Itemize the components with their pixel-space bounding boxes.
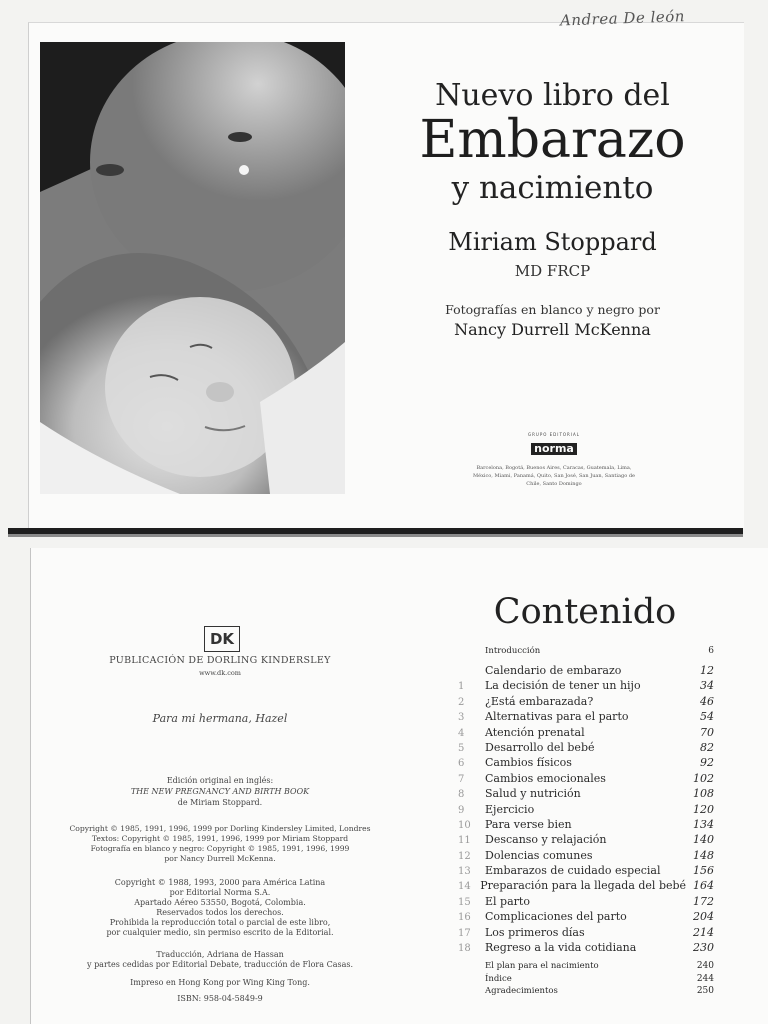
latam-line: Copyright © 1988, 1993, 2000 para América Latina bbox=[114, 878, 326, 887]
toc-chapter-number: 11 bbox=[458, 835, 471, 847]
copyright-line: Fotografía en blanco y negro: Copyright © 1985, 1991, 1996, 1999 bbox=[90, 844, 350, 853]
toc-entry-label: Regreso a la vida cotidiana bbox=[485, 941, 637, 955]
toc-entry[interactable] bbox=[458, 741, 714, 756]
toc-entry[interactable] bbox=[458, 756, 714, 771]
toc-entry[interactable] bbox=[458, 833, 714, 848]
toc-page-number: 12 bbox=[700, 664, 714, 677]
original-title: THE NEW PREGNANCY AND BIRTH BOOK bbox=[130, 787, 310, 796]
toc-page-number: 108 bbox=[693, 787, 714, 801]
translation-block bbox=[70, 950, 370, 970]
publisher-website: www.dk.com bbox=[199, 669, 241, 677]
table-of-contents bbox=[458, 646, 714, 999]
toc-page-number: 82 bbox=[700, 740, 714, 754]
toc-entry[interactable] bbox=[458, 664, 714, 679]
norma-publisher-logo bbox=[527, 432, 581, 458]
toc-page-number: 230 bbox=[693, 941, 714, 955]
translation-line: y partes cedidas por Editorial Debate, traducción de Flora Casas. bbox=[87, 960, 353, 969]
toc-entry-label: Para verse bien bbox=[485, 817, 572, 831]
toc-entry-label: El parto bbox=[485, 894, 530, 908]
toc-entry-label: Índice bbox=[485, 973, 512, 984]
toc-entry-label: Desarrollo del bebé bbox=[485, 740, 595, 754]
toc-page-number: 148 bbox=[693, 848, 714, 862]
toc-entry[interactable] bbox=[458, 726, 714, 741]
toc-page-number: 34 bbox=[700, 679, 714, 693]
handwritten-signature: Andrea De león bbox=[559, 7, 686, 30]
toc-entry-label: Calendario de embarazo bbox=[485, 664, 622, 677]
toc-page-number: 156 bbox=[693, 864, 714, 878]
toc-page-number: 240 bbox=[696, 961, 714, 972]
toc-entry[interactable] bbox=[458, 926, 714, 941]
toc-entry[interactable] bbox=[458, 986, 714, 999]
toc-entry[interactable] bbox=[458, 961, 714, 974]
toc-entry-label: Dolencias comunes bbox=[485, 848, 593, 862]
toc-page-number: 70 bbox=[700, 725, 714, 739]
latam-line: por Editorial Norma S.A. bbox=[169, 888, 271, 897]
toc-chapter-number: 2 bbox=[458, 696, 465, 708]
toc-chapter-number: 12 bbox=[458, 850, 471, 862]
toc-entry[interactable] bbox=[458, 818, 714, 833]
latam-line: por cualquier medio, sin permiso escrito de la Editorial. bbox=[106, 928, 334, 937]
publisher-line: PUBLICACIÓN DE DORLING KINDERSLEY bbox=[109, 655, 331, 666]
publisher-cities: Barcelona, Bogotá, Buenos Aires, Caracas, Guatemala, Lima, México, Miami, Panamá, Quito, San José, San Juan, Santiago de Chile, Santo Domingo bbox=[473, 465, 635, 487]
toc-chapter-number: 15 bbox=[458, 896, 471, 908]
toc-chapter-number: 8 bbox=[458, 789, 465, 801]
toc-page-number: 140 bbox=[693, 833, 714, 847]
toc-chapter-number: 10 bbox=[458, 819, 471, 831]
toc-entry-label: Alternativas para el parto bbox=[485, 710, 629, 724]
toc-chapter-number: 4 bbox=[458, 727, 465, 739]
toc-entry-label: Descanso y relajación bbox=[485, 833, 607, 847]
copyright-line: Textos: Copyright © 1985, 1991, 1996, 1999 por Miriam Stoppard bbox=[91, 834, 349, 843]
photo-credit-prefix: Fotografías en blanco y negro por bbox=[445, 302, 660, 317]
copyright-line: Copyright © 1985, 1991, 1996, 1999 por Dorling Kindersley Limited, Londres bbox=[69, 824, 371, 833]
toc-page-number: 134 bbox=[693, 817, 714, 831]
toc-entry[interactable] bbox=[458, 974, 714, 987]
toc-chapter-number: 14 bbox=[458, 881, 471, 893]
toc-page-number: 204 bbox=[693, 910, 714, 924]
toc-entry[interactable] bbox=[458, 803, 714, 818]
original-author: de Miriam Stoppard. bbox=[177, 798, 263, 807]
toc-entry-label: Atención prenatal bbox=[485, 725, 585, 739]
toc-page-number: 244 bbox=[696, 973, 714, 984]
toc-entry[interactable] bbox=[458, 710, 714, 725]
latam-line: Apartado Aéreo 53550, Bogotá, Colombia. bbox=[134, 898, 306, 907]
toc-entry-label: ¿Está embarazada? bbox=[485, 694, 594, 708]
book-title-line-3: y nacimiento bbox=[451, 170, 654, 206]
toc-entry-label: Cambios físicos bbox=[485, 756, 572, 770]
toc-chapter-number: 1 bbox=[458, 681, 465, 693]
toc-page-number: 214 bbox=[693, 925, 714, 939]
copyright-line: por Nancy Durrell McKenna. bbox=[164, 854, 276, 863]
toc-entry-label: Complicaciones del parto bbox=[485, 910, 627, 924]
book-title-line-2: Embarazo bbox=[419, 110, 686, 170]
page-divider-shadow bbox=[8, 534, 743, 537]
toc-page-number: 46 bbox=[700, 694, 714, 708]
dedication: Para mi hermana, Hazel bbox=[152, 712, 288, 725]
latam-line: Reservados todos los derechos. bbox=[156, 908, 284, 917]
toc-page-number: 120 bbox=[693, 802, 714, 816]
toc-entry[interactable] bbox=[458, 895, 714, 910]
norma-logo-brand: norma bbox=[531, 443, 577, 455]
toc-entry[interactable] bbox=[458, 879, 714, 894]
toc-entry[interactable] bbox=[458, 787, 714, 802]
toc-chapter-number: 6 bbox=[458, 758, 465, 770]
toc-page-number: 6 bbox=[708, 646, 714, 656]
toc-page-number: 250 bbox=[696, 986, 714, 997]
author-credentials: MD FRCP bbox=[514, 262, 591, 280]
toc-entry[interactable] bbox=[458, 646, 714, 664]
toc-entry[interactable] bbox=[458, 864, 714, 879]
toc-heading: Contenido bbox=[493, 592, 677, 632]
toc-page-number: 102 bbox=[693, 771, 714, 785]
photographer-name: Nancy Durrell McKenna bbox=[454, 320, 651, 339]
isbn: ISBN: 958-04-5849-9 bbox=[177, 994, 263, 1003]
toc-chapter-number: 3 bbox=[458, 712, 465, 724]
toc-chapter-number: 7 bbox=[458, 773, 465, 785]
toc-entry[interactable] bbox=[458, 772, 714, 787]
toc-page-number: 54 bbox=[700, 710, 714, 724]
toc-entry-label: El plan para el nacimiento bbox=[485, 961, 599, 972]
toc-page-number: 164 bbox=[693, 879, 714, 893]
dk-logo: DK bbox=[204, 626, 240, 652]
toc-entry[interactable] bbox=[458, 849, 714, 864]
translation-line: Traducción, Adriana de Hassan bbox=[156, 950, 284, 959]
printed-in: Impreso en Hong Kong por Wing King Tong. bbox=[130, 978, 310, 987]
toc-entry-label: Salud y nutrición bbox=[485, 787, 581, 801]
latam-rights-block bbox=[70, 878, 370, 938]
toc-page-number: 92 bbox=[700, 756, 714, 770]
norma-logo-top: GRUPO EDITORIAL bbox=[528, 432, 580, 437]
toc-page-number: 172 bbox=[693, 894, 714, 908]
book-title-line-1: Nuevo libro del bbox=[435, 78, 670, 113]
toc-entry-label: Preparación para la llegada del bebé bbox=[480, 879, 687, 893]
toc-chapter-number: 5 bbox=[458, 742, 465, 754]
latam-line: Prohibida la reproducción total o parcial de este libro, bbox=[109, 918, 331, 927]
toc-entry-label: Introducción bbox=[485, 646, 541, 656]
edition-note: Edición original en inglés: bbox=[166, 776, 274, 785]
toc-entry[interactable] bbox=[458, 695, 714, 710]
toc-entry-label: Agradecimientos bbox=[485, 986, 558, 997]
toc-entry[interactable] bbox=[458, 910, 714, 925]
author-name: Miriam Stoppard bbox=[448, 228, 657, 256]
toc-entry-label: Los primeros días bbox=[485, 925, 585, 939]
toc-entry-label: Embarazos de cuidado especial bbox=[485, 864, 661, 878]
toc-entry-label: Ejercicio bbox=[485, 802, 535, 816]
toc-entry-label: La decisión de tener un hijo bbox=[485, 679, 641, 693]
copyright-block bbox=[66, 824, 374, 864]
mother-baby-photo bbox=[40, 42, 345, 494]
toc-chapter-number: 17 bbox=[458, 927, 471, 939]
toc-chapter-number: 18 bbox=[458, 943, 471, 955]
toc-entry-label: Cambios emocionales bbox=[485, 771, 606, 785]
toc-chapter-number: 9 bbox=[458, 804, 465, 816]
toc-chapter-number: 16 bbox=[458, 912, 471, 924]
toc-chapter-number: 13 bbox=[458, 866, 471, 878]
toc-entry[interactable] bbox=[458, 941, 714, 956]
toc-entry[interactable] bbox=[458, 679, 714, 694]
